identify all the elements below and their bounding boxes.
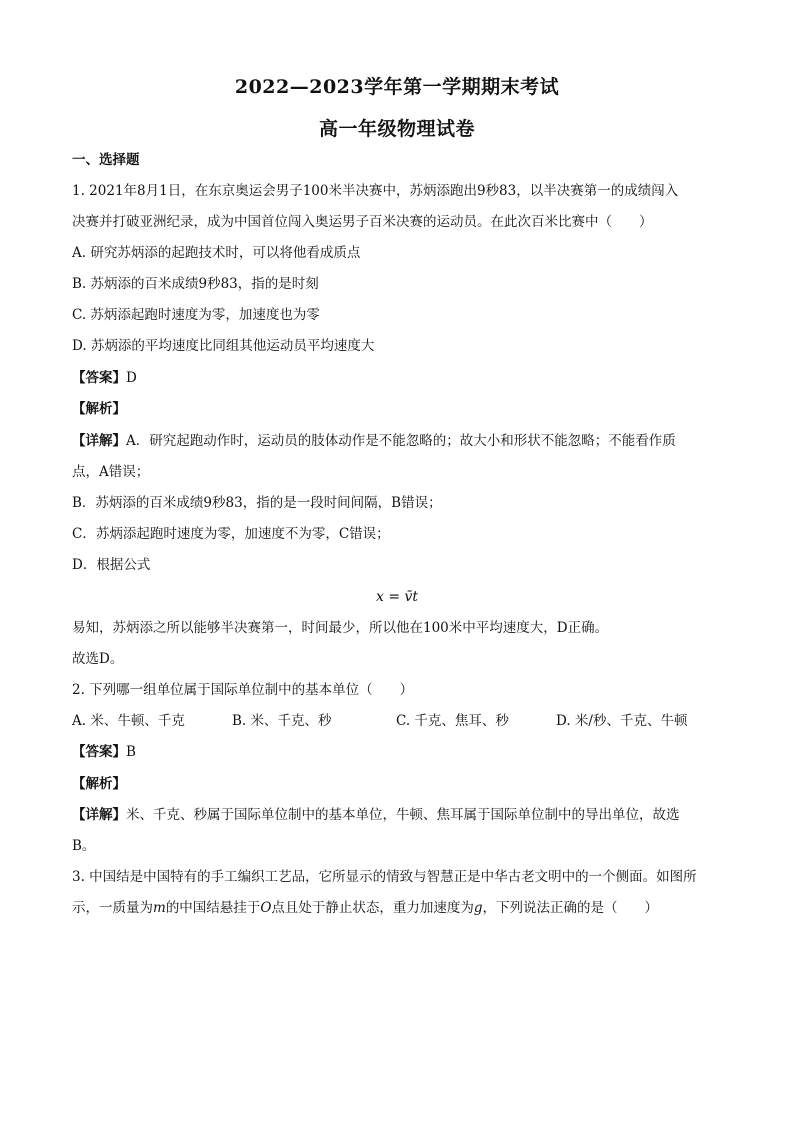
q1-answer-row	[72, 368, 722, 388]
q1-option-c: C. 苏炳添起跑时速度为零，加速度也为零	[72, 307, 320, 323]
q3-text-part4: ，下列说法正确的是（ ）	[482, 900, 659, 916]
q1-detail-c: C．苏炳添起跑时速度为零，加速度不为零，C错误；	[72, 526, 390, 542]
q2-option-d: D. 米/秒、千克、牛顿	[556, 713, 688, 729]
q3-var-o: O	[260, 900, 272, 916]
q1-stem-line1: 1. 2021年8月1日，在东京奥运会男子100米半决赛中，苏炳添跑出9秒83，以半决赛第一的成绩闯入	[72, 183, 679, 199]
exam-title: 2022—2023学年第一学期期末考试	[234, 76, 560, 98]
q2-option-b: B. 米、千克、秒	[232, 713, 332, 729]
q3-text-part2: 的中国结悬挂于	[165, 900, 261, 916]
section-heading: 一、选择题	[72, 152, 140, 168]
answer-tag: 【答案】	[72, 744, 126, 760]
q1-detail-a-line2: 点，A错误；	[72, 464, 150, 480]
q1-formula: x = v̄t	[375, 589, 419, 605]
detail-tag: 【详解】	[72, 807, 126, 823]
q1-detail-a-text: A．研究起跑动作时，运动员的肢体动作是不能忽略的；故大小和形状不能忽略；不能看作质	[126, 433, 676, 449]
q1-detail-b: B．苏炳添的百米成绩9秒83，指的是一段时间间隔，B错误；	[72, 495, 442, 511]
q3-text-part1: 示，一质量为	[72, 900, 153, 916]
q3-stem-line1: 3. 中国结是中国特有的手工编织工艺品，它所显示的情致与智慧正是中华古老文明中的一个侧面。如图所	[72, 869, 697, 885]
q3-text-part3: 点且处于静止状态，重力加速度为	[271, 900, 474, 916]
q2-analysis-tag: 【解析】	[72, 776, 126, 792]
q1-option-b: B. 苏炳添的百米成绩9秒83，指的是时刻	[72, 276, 319, 292]
q1-detail-d: D．根据公式	[72, 557, 151, 573]
q2-option-a: A. 米、牛顿、千克	[72, 713, 185, 729]
q2-detail-line2: B。	[72, 838, 96, 854]
q2-detail-line1	[72, 805, 722, 825]
q2-answer-value: B	[126, 744, 136, 760]
q1-analysis-tag: 【解析】	[72, 401, 126, 417]
q1-stem-line2: 决赛并打破亚洲纪录，成为中国首位闯入奥运男子百米决赛的运动员。在此次百米比赛中（ ）	[72, 214, 653, 230]
q3-var-g: g	[473, 900, 483, 916]
q2-detail-text: 米、千克、秒属于国际单位制中的基本单位，牛顿、焦耳属于国际单位制中的导出单位，故选	[126, 807, 680, 823]
exam-subtitle: 高一年级物理试卷	[318, 118, 475, 140]
q1-option-a: A. 研究苏炳添的起跑技术时，可以将他看成质点	[72, 245, 361, 261]
q3-var-m: m	[153, 900, 166, 916]
q1-detail-a-line1	[72, 431, 722, 451]
q2-stem: 2. 下列哪一组单位属于国际单位制中的基本单位（ ）	[72, 682, 414, 698]
answer-tag: 【答案】	[72, 370, 126, 386]
q1-choose: 故选D。	[72, 651, 124, 667]
detail-tag: 【详解】	[72, 433, 126, 449]
q3-stem-line2	[72, 898, 722, 918]
q1-option-d: D. 苏炳添的平均速度比同组其他运动员平均速度大	[72, 338, 375, 354]
q2-option-c: C. 千克、焦耳、秒	[396, 713, 509, 729]
q1-conclusion: 易知，苏炳添之所以能够半决赛第一，时间最少，所以他在100米中平均速度大，D正确。	[72, 620, 609, 636]
q2-answer-row	[72, 742, 722, 762]
q1-answer-value: D	[126, 370, 137, 386]
